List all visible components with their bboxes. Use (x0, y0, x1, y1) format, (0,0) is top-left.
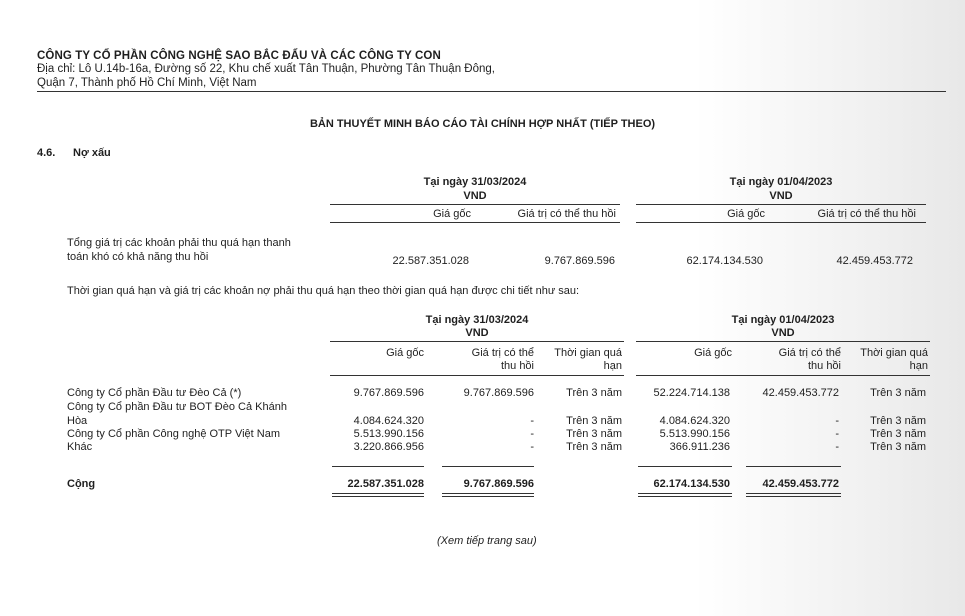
t2-col-overdue-1b: hạn (603, 360, 622, 372)
t2-period1-header: Tại ngày 31/03/2024 (425, 314, 529, 326)
company-address-line2: Quận 7, Thành phố Hồ Chí Minh, Việt Nam (37, 77, 257, 89)
t2-total-double-rule (332, 496, 424, 497)
t2-row-cost-1: 9.767.869.596 (353, 387, 424, 399)
t2-colhead-rule-2 (636, 375, 930, 376)
t2-row-recoverable-1: - (530, 428, 534, 440)
t2-col-recoverable-1a: Giá trị có thể (471, 347, 534, 359)
t2-row-overdue-1: Trên 3 năm (566, 428, 622, 440)
t2-row-recoverable-1: - (530, 441, 534, 453)
t2-total-double-rule (638, 496, 732, 497)
section-number: 4.6. (37, 147, 56, 159)
t1-col-recoverable-1: Giá trị có thể thu hồi (517, 208, 616, 220)
t2-row-cost-1: 3.220.866.956 (353, 441, 424, 453)
t2-subtotal-rule (442, 466, 534, 467)
t2-total-cost-1: 22.587.351.028 (347, 478, 424, 490)
t2-period1-currency: VND (465, 327, 489, 339)
t2-row-recoverable-1: 9.767.869.596 (463, 387, 534, 399)
t2-col-recoverable-2b: thu hồi (807, 360, 841, 372)
t2-total-double-rule (638, 493, 732, 494)
t2-total-label: Cộng (67, 478, 96, 490)
t2-row-cost-2: 5.513.990.156 (659, 428, 730, 440)
t2-col-recoverable-1b: thu hồi (500, 360, 534, 372)
t2-row-cost-2: 366.911.236 (669, 441, 730, 453)
section-title: Nợ xấu (73, 147, 111, 159)
t2-colhead-rule-1 (330, 375, 624, 376)
t1-row-label-line2: toán khó có khả năng thu hồi (67, 251, 209, 263)
t1-value-recoverable-1: 9.767.869.596 (544, 255, 615, 267)
t2-period2-header: Tại ngày 01/04/2023 (731, 314, 835, 326)
t2-subtotal-rule (332, 466, 424, 467)
t2-col-recoverable-2a: Giá trị có thể (778, 347, 841, 359)
t1-col-cost-1: Giá gốc (433, 208, 471, 220)
t2-row-overdue-2: Trên 3 năm (870, 387, 926, 399)
t1-period1-header: Tại ngày 31/03/2024 (423, 176, 527, 188)
t2-row-overdue-1: Trên 3 năm (566, 415, 622, 427)
t2-row-recoverable-2: - (835, 428, 839, 440)
t1-value-cost-1: 22.587.351.028 (392, 255, 469, 267)
t2-row-recoverable-1: - (530, 415, 534, 427)
document-title: BẢN THUYẾT MINH BÁO CÁO TÀI CHÍNH HỢP NHẤT (TIẾP THEO) (309, 118, 656, 130)
t2-total-recoverable-1: 9.767.869.596 (463, 478, 534, 490)
t2-subtotal-rule (746, 466, 841, 467)
t2-period2-rule (636, 341, 930, 342)
t2-row-recoverable-2: 42.459.453.772 (762, 387, 839, 399)
t1-period1-rule (330, 204, 620, 205)
t2-row-recoverable-2: - (835, 415, 839, 427)
t2-col-cost-2: Giá gốc (694, 347, 732, 359)
t2-row-label: Công ty Cổ phần Đầu tư Đèo Cả (*) (67, 387, 242, 399)
company-name: CÔNG TY CỔ PHẦN CÔNG NGHỆ SAO BẮC ĐẨU VÀ CÁC CÔNG TY CON (37, 50, 441, 62)
t2-total-double-rule (332, 493, 424, 494)
t1-period2-rule (636, 204, 926, 205)
t2-period1-rule (330, 341, 624, 342)
t1-value-recoverable-2: 42.459.453.772 (836, 255, 913, 267)
t1-row-label-line1: Tổng giá trị các khoản phải thu quá hạn thanh (67, 237, 291, 249)
company-address-line1: Địa chỉ: Lô U.14b-16a, Đường số 22, Khu chế xuất Tân Thuận, Phường Tân Thuận Đông, (37, 63, 495, 75)
t2-row-overdue-2: Trên 3 năm (870, 441, 926, 453)
t2-row-cost-2: 4.084.624.320 (659, 415, 730, 427)
t2-total-cost-2: 62.174.134.530 (653, 478, 730, 490)
t2-total-double-rule (746, 493, 841, 494)
intro-text: Thời gian quá hạn và giá trị các khoản nợ phải thu quá hạn theo thời gian quá hạn được chi tiết như sau: (67, 285, 580, 297)
t2-total-recoverable-2: 42.459.453.772 (762, 478, 839, 490)
t1-period2-currency: VND (769, 190, 793, 202)
t1-colhead-rule-1 (330, 222, 620, 223)
t2-row-overdue-2: Trên 3 năm (870, 428, 926, 440)
t2-total-double-rule (442, 496, 534, 497)
t2-row-overdue-1: Trên 3 năm (566, 441, 622, 453)
t1-period1-currency: VND (463, 190, 487, 202)
continued-note: (Xem tiếp trang sau) (437, 535, 537, 547)
t2-row-label: Công ty Cổ phần Công nghệ OTP Việt Nam (67, 428, 280, 440)
t2-row-label: Công ty Cổ phần Đầu tư BOT Đèo Cả Khánh (67, 401, 287, 413)
t1-value-cost-2: 62.174.134.530 (686, 255, 763, 267)
t1-col-recoverable-2: Giá trị có thể thu hồi (817, 208, 916, 220)
t1-period2-header: Tại ngày 01/04/2023 (729, 176, 833, 188)
t2-col-overdue-1a: Thời gian quá (554, 347, 622, 359)
t2-total-double-rule (746, 496, 841, 497)
t2-row-label: Khác (67, 441, 93, 453)
t2-col-overdue-2b: hạn (909, 360, 928, 372)
t1-colhead-rule-2 (636, 222, 926, 223)
t2-subtotal-rule (638, 466, 732, 467)
t2-total-double-rule (442, 493, 534, 494)
t2-col-cost-1: Giá gốc (386, 347, 424, 359)
t1-col-cost-2: Giá gốc (727, 208, 765, 220)
t2-row-label-cont: Hòa (67, 415, 88, 427)
t2-col-overdue-2a: Thời gian quá (860, 347, 928, 359)
t2-period2-currency: VND (771, 327, 795, 339)
t2-row-overdue-2: Trên 3 năm (870, 415, 926, 427)
t2-row-cost-1: 5.513.990.156 (353, 428, 424, 440)
t2-row-cost-1: 4.084.624.320 (353, 415, 424, 427)
t2-row-cost-2: 52.224.714.138 (653, 387, 730, 399)
t2-row-overdue-1: Trên 3 năm (566, 387, 622, 399)
t2-row-recoverable-2: - (835, 441, 839, 453)
header-divider (37, 91, 946, 92)
